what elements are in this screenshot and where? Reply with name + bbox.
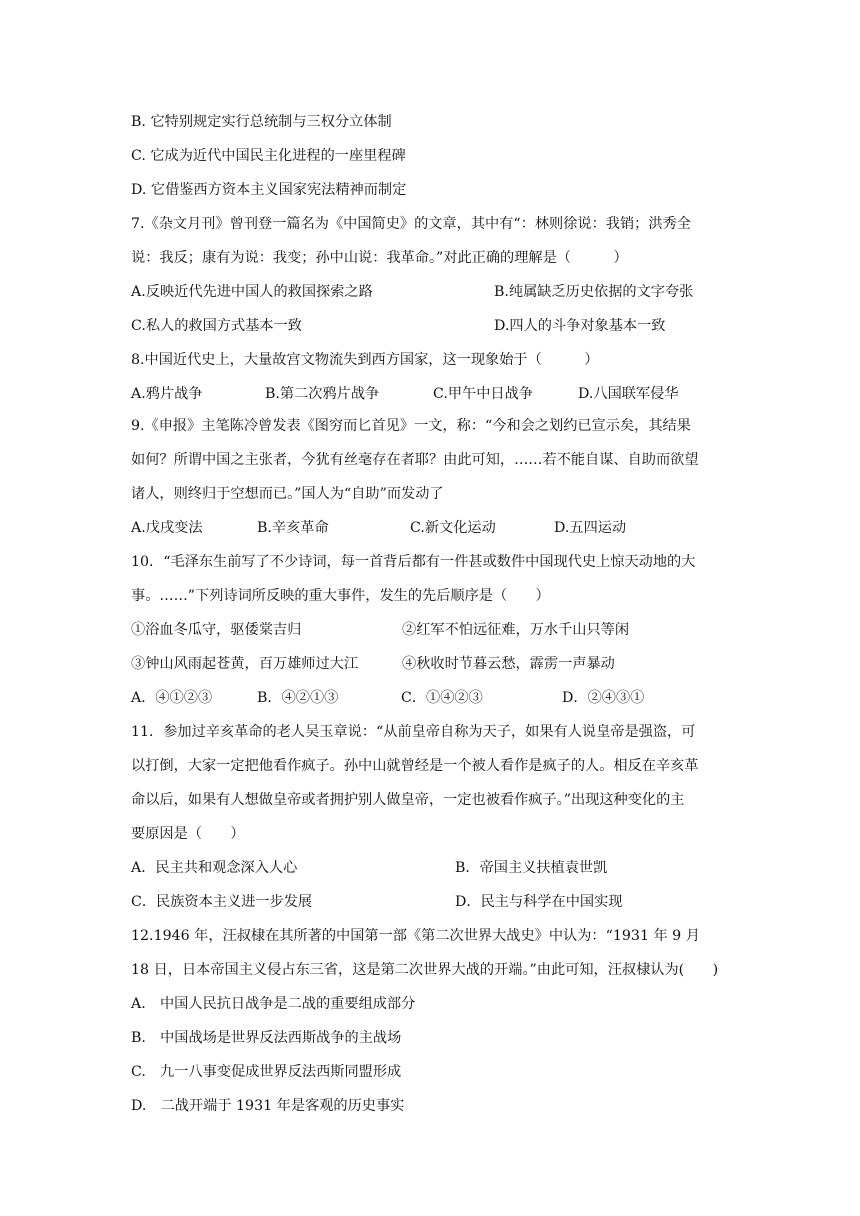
q10-poems-row-2	[131, 654, 731, 674]
q11-stem-line-3: 命以后，如果有人想做皇帝或者拥护别人做皇帝，一定也被看作疯子。”出现这种变化的主	[131, 792, 685, 808]
q9-option-c: C.新文化运动	[410, 520, 496, 536]
q8-options-row	[131, 384, 731, 404]
q7-option-b: B.纯属缺乏历史依据的文字夸张	[494, 284, 694, 300]
q6-option-d: D. 它借鉴西方资本主义国家宪法精神而制定	[131, 182, 407, 198]
q9-option-a: A.戊戌变法	[131, 520, 203, 536]
q10-poem-3: ③钟山风雨起苍黄，百万雄师过大江	[131, 656, 359, 672]
q8-option-b: B.第二次鸦片战争	[265, 386, 380, 402]
q12-stem-line-1: 12.1946 年，汪叔棣在其所著的中国第一部《第二次世界大战史》中认为：“1931 年 9 月	[131, 928, 700, 944]
q10-option-a: A．④①②③	[131, 690, 213, 706]
q9-option-d: D.五四运动	[554, 520, 627, 536]
q9-stem-line-1: 9.《申报》主笔陈冷曾发表《图穷而匕首见》一文，称：“今和会之划约已宣示矣，其结果	[131, 418, 691, 434]
q10-stem-line-2: 事。……”下列诗词所反映的重大事件，发生的先后顺序是（ ）	[131, 588, 550, 604]
q10-option-d: D．②④③①	[562, 690, 645, 706]
q7-option-a: A.反映近代先进中国人的救国探索之路	[131, 284, 373, 300]
q10-poem-1: ①浴血冬瓜守，驱倭棠吉归	[131, 622, 302, 638]
q7-option-d: D.四人的斗争对象基本一致	[494, 318, 666, 334]
q9-stem-line-2: 如何？所谓中国之主张者，今犹有丝毫存在者耶？由此可知，……若不能自谋、自助而欲望	[131, 452, 699, 468]
q6-option-c: C. 它成为近代中国民主化进程的一座里程碑	[131, 148, 406, 164]
q9-options-row	[131, 518, 731, 538]
q7-stem-line-2: 说：我反；康有为说：我变；孙中山说：我革命。”对此正确的理解是（ ）	[131, 250, 628, 266]
q10-options-row	[131, 688, 731, 708]
q6-option-b: B. 它特别规定实行总统制与三权分立体制	[131, 114, 392, 130]
q7-option-c: C.私人的救国方式基本一致	[131, 318, 302, 334]
q11-stem-line-4: 要原因是（ ）	[131, 826, 245, 842]
q11-option-b: B．帝国主义扶植袁世凯	[455, 860, 608, 876]
q11-options-row-2	[131, 892, 731, 912]
q12-option-d: D. 二战开端于 1931 年是客观的历史事实	[131, 1098, 405, 1114]
q8-option-c: C.甲午中日战争	[433, 386, 533, 402]
q10-option-b: B．④②①③	[257, 690, 339, 706]
q10-poem-4: ④秋收时节暮云愁，霹雳一声暴动	[402, 656, 615, 672]
q9-stem-line-3: 诸人，则终归于空想而已。”国人为“自助”而发动了	[131, 486, 444, 502]
q11-option-d: D．民主与科学在中国实现	[455, 894, 623, 910]
q12-stem-line-2: 18 日，日本帝国主义侵占东三省，这是第二次世界大战的开端。”由此可知，汪叔棣认为( )	[131, 962, 719, 978]
q8-stem: 8.中国近代史上，大量故宫文物流失到西方国家，这一现象始于（ ）	[131, 352, 599, 368]
q8-option-d: D.八国联军侵华	[578, 386, 679, 402]
q9-option-b: B.辛亥革命	[257, 520, 329, 536]
q11-option-c: C．民族资本主义进一步发展	[131, 894, 313, 910]
q7-options-row-1	[131, 282, 731, 302]
q8-option-a: A.鸦片战争	[131, 386, 203, 402]
q7-stem-line-1: 7.《杂文月刊》曾刊登一篇名为《中国简史》的文章，其中有“：林则徐说：我销；洪秀全	[131, 216, 691, 232]
q11-stem-line-2: 以打倒，大家一定把他看作疯子。孙中山就曾经是一个被人看作是疯子的人。相反在辛亥革	[131, 758, 699, 774]
q11-stem-line-1: 11．参加过辛亥革命的老人吴玉章说：“从前皇帝自称为天子，如果有人说皇帝是强盗，可	[131, 724, 696, 740]
q10-poem-2: ②红军不怕远征难，万水千山只等闲	[402, 622, 630, 638]
q10-poems-row-1	[131, 620, 731, 640]
q7-options-row-2	[131, 316, 731, 336]
q12-option-b: B. 中国战场是世界反法西斯战争的主战场	[131, 1030, 402, 1046]
q10-stem-line-1: 10．“毛泽东生前写了不少诗词，每一首背后都有一件甚或数件中国现代史上惊天动地的大	[131, 554, 696, 570]
q11-option-a: A．民主共和观念深入人心	[131, 860, 298, 876]
q10-option-c: C．①④②③	[401, 690, 483, 706]
q12-option-a: A. 中国人民抗日战争是二战的重要组成部分	[131, 996, 416, 1012]
q12-option-c: C. 九一八事变促成世界反法西斯同盟形成	[131, 1064, 402, 1080]
q11-options-row-1	[131, 858, 731, 878]
